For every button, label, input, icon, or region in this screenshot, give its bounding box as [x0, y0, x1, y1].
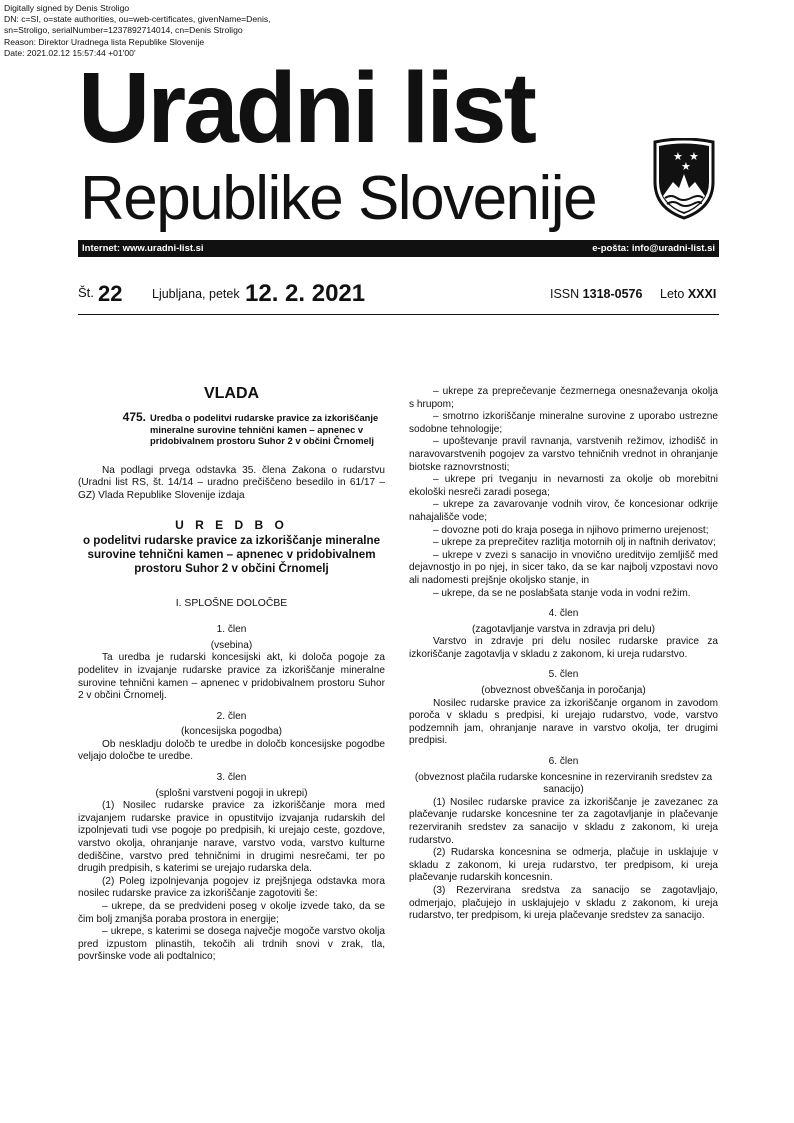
- issue-number-label: Št.: [78, 285, 94, 300]
- issn-value: 1318-0576: [582, 287, 643, 301]
- act-heading: [78, 412, 385, 447]
- article-paragraph: (1) Nosilec rudarske pravice za izkoriščanje je zavezanec za plačevanje rudarske koncesnine ter za zagotavljanje in plačevanje rezerviranih sredstev za sanacijo v skladu z zakonom, ki ureja rudarstvo.: [409, 796, 718, 846]
- preamble: Na podlagi prvega odstavka 35. člena Zakona o rudarstvu (Uradni list RS, št. 14/14 – uradno prečiščeno besedilo in 61/17 – GZ) Vlada Republike Slovenije izdaja: [78, 464, 385, 501]
- regulation-title: o podelitvi rudarske pravice za izkoriščanje mineralne surovine tehnični kamen – apnenec v pridobivalnem prostoru Suhor 2 v občini Črnomelj: [82, 534, 381, 575]
- article-title: (koncesijska pogodba): [181, 726, 282, 738]
- article-paragraph: (1) Nosilec rudarske pravice za izkoriščanje mora med izvajanjem rudarske pravice in opustitvijo izvajanja rudarskih del izpolnjevati tudi vse pogoje po predpisih, ki urejajo ceste, gozdove, varstvo okolja, ohranjanje narave, varstvo voda, varstvo kulturne dediščine, varstvo pred tehničnimi in drugimi nesrečami, ter po drugih predpisih, s katerimi se urejajo rudarska dela.: [78, 800, 385, 875]
- masthead-title: Uradni list: [78, 52, 534, 164]
- article-paragraph: (3) Rezervirana sredstva za sanacijo se zagotavljajo, odmerjajo, plačujejo in usklajujejo v skladu z zakonom, ki ureja rudarstvo, ter predpisom, ki ureja plačevanje sredstev za sanacijo.: [409, 884, 718, 922]
- masthead-subtitle: Republike Slovenije: [80, 164, 597, 233]
- masthead-contact-bar: [78, 240, 719, 257]
- issue-place: Ljubljana, petek: [152, 287, 240, 301]
- list-item: – ukrepe pri tveganju in nevarnosti za okolje ob morebitni ekološki nesreči zaradi posega;: [409, 474, 718, 498]
- signature-line: sn=Stroligo, serialNumber=1237892714014, cn=Denis Stroligo: [4, 25, 243, 36]
- article-number: 5. člen: [548, 669, 579, 681]
- issn-label: ISSN: [550, 287, 580, 301]
- signature-line: Date: 2021.02.12 15:57:44 +01'00': [4, 47, 136, 58]
- volume-label: Leto: [660, 287, 685, 301]
- regulation-heading: U R E D B O: [175, 517, 288, 532]
- issue-line: [78, 280, 719, 315]
- issue-date: 12. 2. 2021: [245, 280, 366, 307]
- section-heading: VLADA: [203, 385, 260, 402]
- list-item: – ukrepe za preprečitev razlitja motornih olj in naftnih derivatov;: [433, 537, 716, 549]
- list-item: – ukrepe v zvezi s sanacijo in vnovično ureditvijo zemljišč med dejavnostjo in po njej, in sicer tako, da se kar najbolj vzpostavi novo ali nadomesti prejšnje okoljsko stanje, in: [409, 549, 718, 586]
- list-item: – ukrepe, da se ne poslabšata stanje voda in vodni režim.: [433, 587, 691, 599]
- article-title: (vsebina): [210, 639, 253, 651]
- email-link[interactable]: e-pošta: info@uradni-list.si: [592, 243, 715, 254]
- part-heading: I. SPLOŠNE DOLOČBE: [175, 597, 288, 609]
- signature-line: Reason: Direktor Uradnega lista Republike Slovenije: [4, 36, 205, 47]
- article-number: 4. člen: [548, 608, 579, 620]
- article-number: 3. člen: [216, 772, 247, 784]
- list-item: – ukrepe za zavarovanje vodnih virov, če koncesionar odkrije nahajališče vode;: [409, 499, 718, 523]
- article-number: 6. člen: [548, 756, 579, 768]
- article-paragraph: (2) Poleg izpolnjevanja pogojev iz prejšnjega odstavka mora nosilec rudarske pravice za izkoriščanje zagotoviti še:: [78, 875, 385, 900]
- list-item: – dovozne poti do kraja posega in njihovo primerno urejenost;: [433, 524, 709, 536]
- column-left: [78, 382, 385, 964]
- list-item: – ukrepe za preprečevanje čezmernega onesnaževanja okolja s hrupom;: [409, 386, 718, 410]
- article-title: (obveznost plačila rudarske koncesnine in rezerviranih sredstev za sanacijo): [414, 771, 713, 796]
- list-item: – smotrno izkoriščanje mineralne surovine z uporabo ustrezne sodobne tehnologije;: [409, 411, 718, 435]
- signature-line: Digitally signed by Denis Stroligo: [4, 3, 130, 13]
- svg-text:★: ★: [689, 150, 699, 163]
- volume-value: XXXI: [687, 287, 717, 301]
- list-item: – ukrepe, da se predvideni poseg v okolje izvede tako, da se čim bolj zmanjša poraba prostora in energije;: [78, 901, 385, 925]
- article-number: 1. člen: [216, 624, 247, 636]
- article-number: 2. člen: [216, 710, 247, 722]
- act-number: 475.: [122, 410, 146, 424]
- column-right: [409, 386, 718, 923]
- list-item: – ukrepe, s katerimi se dosega največje mogoče varstvo okolja pred izpustom plinastih, tekočih ali trdnih snovi v zrak, tla, površinske vode ali podtalnico;: [78, 926, 385, 963]
- article-text: Ob neskladju določb te uredbe in določb koncesijske pogodbe veljajo določbe te uredbe.: [78, 738, 385, 763]
- article-text: Varstvo in zdravje pri delu nosilec rudarske pravice za izkoriščanje zagotavlja v skladu z zakonom, ki ureja rudarstvo.: [409, 636, 718, 660]
- svg-text:★: ★: [673, 150, 683, 163]
- coat-of-arms-icon: [651, 138, 717, 220]
- svg-text:★: ★: [681, 160, 691, 173]
- signature-line: DN: c=SI, o=state authorities, ou=web-certificates, givenName=Denis,: [4, 14, 271, 25]
- article-text: Ta uredba je rudarski koncesijski akt, ki določa pogoje za podelitev in izvajanje rudarske pravice za izkoriščanje mineralne surovine tehnični kamen – apnenec v pridobivalnem prostoru Suhor 2 v občini Črnomelj.: [78, 652, 385, 702]
- issue-number: 22: [98, 281, 123, 306]
- digital-signature-block: [4, 3, 271, 59]
- issn: [550, 287, 642, 301]
- article-paragraph: (2) Rudarska koncesnina se odmerja, plačuje in usklajuje v skladu z zakonom, ki ureja rudarstvo, ter predpisom, ki ureja plačevanje rudarskih koncesnin.: [409, 847, 718, 884]
- website-link[interactable]: Internet: www.uradni-list.si: [82, 243, 204, 254]
- article-text: Nosilec rudarske pravice za izkoriščanje organom in zavodom poroča v skladu s predpisi, ki urejajo rudarstvo, vode, varstvo podzemnih jam, ohranjanje narave in varstvo okolja, ter drugimi predpisi.: [409, 697, 718, 747]
- volume: [660, 287, 716, 301]
- article-title: (zagotavljanje varstva in zdravja pri delu): [472, 623, 655, 635]
- act-title: Uredba o podelitvi rudarske pravice za izkoriščanje mineralne surovine tehnični kamen – apnenec v pridobivalnem prostoru Suhor 2 v občini Črnomelj: [150, 412, 379, 447]
- list-item: – upoštevanje pravil ravnanja, varstvenih režimov, izhodišč in naravovarstvenih pogojev za varstvo tehničnih vrednot in ohranjanje biotske raznovrstnosti;: [409, 436, 718, 473]
- article-title: (obveznost obveščanja in poročanja): [481, 685, 646, 697]
- article-title: (splošni varstveni pogoji in ukrepi): [155, 787, 308, 799]
